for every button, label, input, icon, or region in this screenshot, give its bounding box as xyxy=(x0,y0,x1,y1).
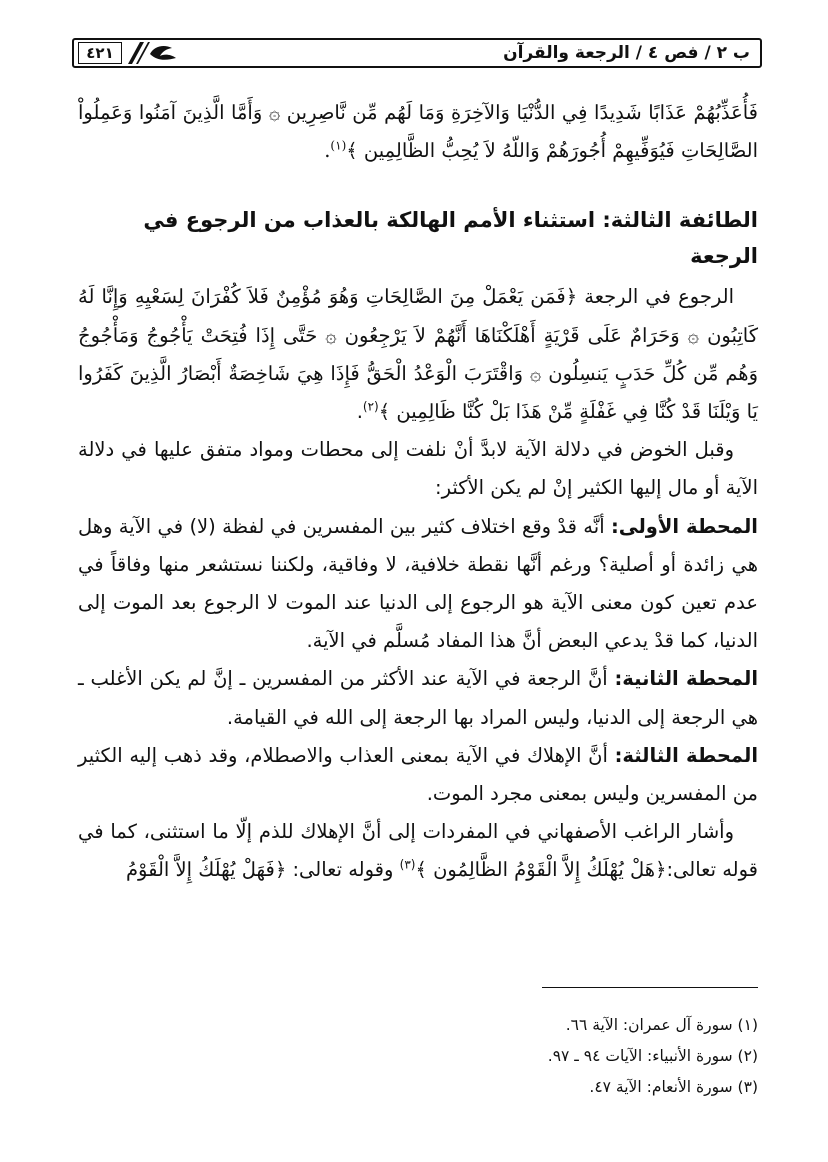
page-number: ٤٢١ xyxy=(78,42,122,64)
station-1-paragraph xyxy=(78,508,758,661)
footnote-marker: (٣) xyxy=(399,857,416,872)
intro-paragraph: وقبل الخوض في دلالة الآية لابدَّ أنْ نلفت إلى محطات ومواد متفق عليها في دلالة الآية أو مال إليها الكثير إنْ لم يكن الأكثر: xyxy=(78,438,758,500)
raghib-verse-2: ﴿فَهَلْ يُهْلَكُ إِلاَّ الْقَوْمُ xyxy=(125,858,287,882)
raghib-text: وأشار الراغب الأصفهاني في المفردات إلى أنَّ الإهلاك للذم إلّا ما استثنى، كما في قوله تعالى: xyxy=(78,820,758,882)
raghib-verse-1: ﴿هَلْ يُهْلَكُ إِلاَّ الْقَوْمُ الظَّالِمُون ﴾ xyxy=(415,858,667,882)
raja-verse: ﴿فَمَن يَعْمَلْ مِنَ الصَّالِحَاتِ وَهُوَ مُؤْمِنٌ فَلاَ كُفْرَانَ لِسَعْيِهِ وَإِنَّا لَهُ كَاتِبُون ۞ وَحَرَامٌ عَلَى قَرْيَةٍ أَهْلَكْنَاهَا أَنَّهُمْ لاَ يَرْجِعُون ۞ حَتَّى إِذَا فُتِحَتْ يَأْجُوجُ وَمَأْجُوجُ وَهُم مِّن كُلِّ حَدَبٍ يَنسِلُون ۞ وَاقْتَرَبَ الْوَعْدُ الْحَقُّ فَإِذَا هِيَ شَاخِصَةٌ أَبْصَارُ الَّذِينَ كَفَرُوا يَا وَيْلَنَا قَدْ كُنَّا فِي غَفْلَةٍ مِّنْ هَذَا بَلْ كُنَّا ظَالِمِين ﴾ xyxy=(78,285,758,424)
station-2-label: المحطة الثانية: xyxy=(614,667,759,691)
raja-paragraph: الرجوع في الرجعة ﴿فَمَن يَعْمَلْ مِنَ الصَّالِحَاتِ وَهُوَ مُؤْمِنٌ فَلاَ كُفْرَانَ لِسَعْيِهِ وَإِنَّا لَهُ كَاتِبُون ۞ وَحَرَامٌ عَلَى قَرْيَةٍ أَهْلَكْنَاهَا أَنَّهُمْ لاَ يَرْجِعُون ۞ حَتَّى إِذَا فُتِحَتْ يَأْجُوجُ وَمَأْجُوجُ وَهُم مِّن كُلِّ حَدَبٍ يَنسِلُون ۞ وَاقْتَرَبَ الْوَعْدُ الْحَقُّ فَإِذَا هِيَ شَاخِصَةٌ أَبْصَارُ الَّذِينَ كَفَرُوا يَا وَيْلَنَا قَدْ كُنَّا فِي غَفْلَةٍ مِّنْ هَذَا بَلْ كُنَّا ظَالِمِين ﴾$^{(٢)}$. xyxy=(78,285,758,424)
raghib-mid: وقوله تعالى: xyxy=(292,858,394,882)
verse-text: فَأُعَذِّبُهُمْ عَذَابًا شَدِيدًا فِي الدُّنْيَا وَالآخِرَةِ وَمَا لَهُم مِّن نَّاصِرِين ۞ وَأَمَّا الَّذِينَ آمَنُوا وَعَمِلُواْ الصَّالِحَاتِ فَيُوَفِّيهِمْ أُجُورَهُمْ وَاللّهُ لاَ يُحِبُّ الظَّالِمِين ﴾ xyxy=(78,101,758,163)
raghib-paragraph xyxy=(78,813,758,889)
ornament-icon xyxy=(126,40,182,66)
footnote: (٢) سورة الأنبياء: الآيات ٩٤ ـ ٩٧. xyxy=(547,1047,758,1065)
raja-intro: الرجوع في الرجعة xyxy=(584,285,734,309)
header-title: ب ٢ / فص ٤ / الرجعة والقرآن xyxy=(503,43,750,63)
page-body xyxy=(78,94,758,890)
station-2-text: أنَّ الرجعة في الآية عند الأكثر من المفسرين ـ إنَّ لم يكن الأغلب ـ هي الرجعة إلى الدنيا، وليس المراد بها الرجعة إلى الله في القيامة. xyxy=(78,667,758,729)
running-header xyxy=(72,38,762,68)
footnote: (٣) سورة الأنعام: الآية ٤٧. xyxy=(589,1078,758,1096)
station-1-text: أنَّه قدْ وقع اختلاف كثير بين المفسرين في لفظة (لا) في الآية وهل هي زائدة أو أصلية؟ ورغم أنَّها نقطة خلافية، لا وفاقية، ولكننا نستشعر منها وفاقاً في عدم تعين كون معنى الآية هو الرجوع إلى الدنيا عند الموت لا الرجوع بعد الموت إلى الدنيا، كما قدْ يدعي البعض أنَّ هذا المفاد مُسلَّم في الآية. xyxy=(78,514,758,653)
footnote-divider xyxy=(542,987,758,988)
station-3-text: أنَّ الإهلاك في الآية بمعنى العذاب والاصطلام، وقد ذهب إليه الكثير من المفسرين وليس بمعنى مجرد الموت. xyxy=(78,743,758,806)
section-heading: الطائفة الثالثة: استثناء الأمم الهالكة بالعذاب من الرجوع في الرجعة xyxy=(143,208,758,269)
verse-paragraph: فَأُعَذِّبُهُمْ عَذَابًا شَدِيدًا فِي الدُّنْيَا وَالآخِرَةِ وَمَا لَهُم مِّن نَّاصِرِين ۞ وَأَمَّا الَّذِينَ آمَنُوا وَعَمِلُواْ الصَّالِحَاتِ فَيُوَفِّيهِمْ أُجُورَهُمْ وَاللّهُ لاَ يُحِبُّ الظَّالِمِين ﴾$^{(١)}$. xyxy=(78,101,758,163)
footnotes xyxy=(358,1010,758,1103)
footnote-marker: (١) xyxy=(330,138,347,153)
station-2-paragraph xyxy=(78,660,758,736)
station-3-label: المحطة الثالثة: xyxy=(614,743,758,767)
footnote-marker: (٢) xyxy=(362,399,379,414)
footnote: (١) سورة آل عمران: الآية ٦٦. xyxy=(565,1016,758,1034)
station-3-paragraph xyxy=(78,737,758,813)
station-1-label: المحطة الأولى: xyxy=(610,514,758,538)
